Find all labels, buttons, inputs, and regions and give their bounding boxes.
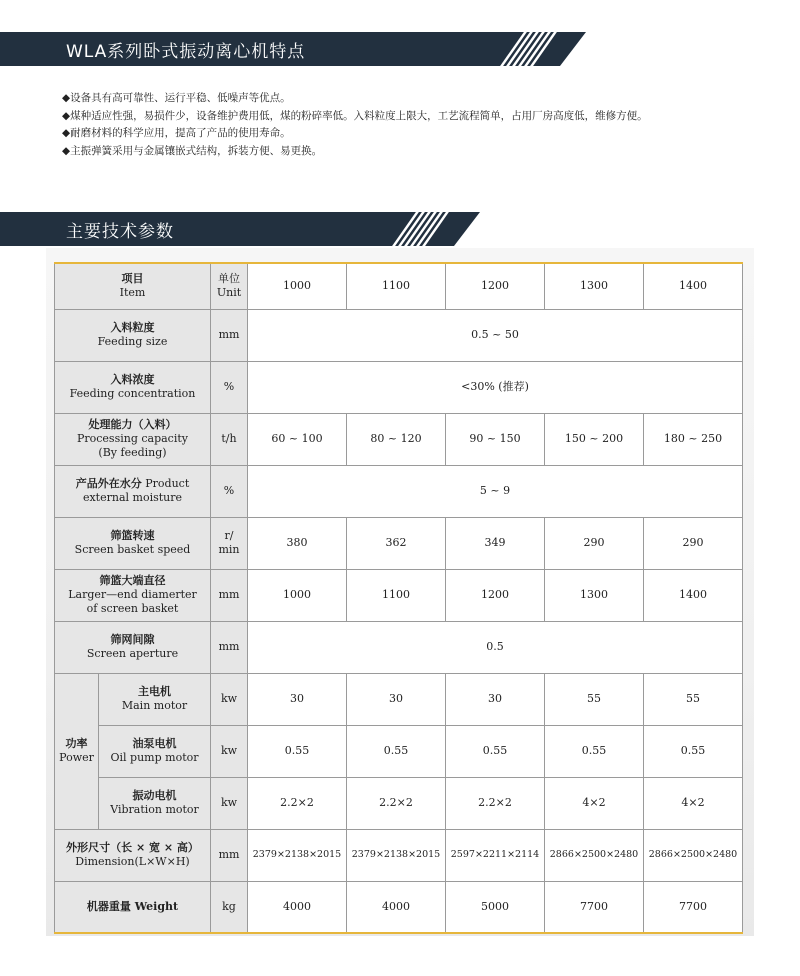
row-value: 2.2×2 (347, 777, 446, 829)
row-value: 0.5 (248, 621, 743, 673)
row-value: 55 (644, 673, 743, 725)
table-row (55, 621, 743, 673)
row-value: 2866×2500×2480 (545, 829, 644, 881)
row-unit: kg (211, 881, 248, 933)
row-value: 4000 (347, 881, 446, 933)
row-value: 80 ~ 120 (347, 413, 446, 465)
table-row (55, 829, 743, 881)
row-value: 2379×2138×2015 (347, 829, 446, 881)
row-value: 1200 (446, 569, 545, 621)
feature-item: ◆耐磨材料的科学应用，提高了产品的使用寿命。 (62, 127, 291, 139)
band-corner-cut (454, 212, 480, 246)
row-value: 55 (545, 673, 644, 725)
row-value: 0.5 ~ 50 (248, 309, 743, 361)
table-row (55, 881, 743, 933)
row-value: 2379×2138×2015 (248, 829, 347, 881)
row-value: 290 (644, 517, 743, 569)
table-row-header (55, 263, 743, 309)
section-title: WLA系列卧式振动离心机特点 (66, 41, 306, 62)
row-label: 机器重量 Weight (55, 881, 211, 933)
table-row (55, 413, 743, 465)
row-value: <30% (推荐) (248, 361, 743, 413)
header-item-cell: 项目 Item (55, 263, 211, 309)
row-label: 油泵电机 Oil pump motor (99, 725, 211, 777)
row-value: 30 (248, 673, 347, 725)
row-value: 380 (248, 517, 347, 569)
power-label: 功率 Power (55, 673, 99, 829)
model-cell: 1300 (545, 263, 644, 309)
band-corner-cut (560, 32, 586, 66)
row-label: 筛篮转速 Screen basket speed (55, 517, 211, 569)
row-value: 2.2×2 (248, 777, 347, 829)
row-value: 2866×2500×2480 (644, 829, 743, 881)
row-value: 0.55 (248, 725, 347, 777)
row-value: 7700 (644, 881, 743, 933)
model-cell: 1100 (347, 263, 446, 309)
stripes-decoration (512, 32, 545, 66)
row-value: 5000 (446, 881, 545, 933)
table-row (55, 517, 743, 569)
row-unit: % (211, 465, 248, 517)
feature-item: ◆煤种适应性强，易损件少，设备维护费用低，煤的粉碎率低。入料粒度上限大，工艺流程简单，占用厂房高度低，维修方便。 (62, 109, 648, 122)
row-value: 60 ~ 100 (248, 413, 347, 465)
row-label: 振动电机 Vibration motor (99, 777, 211, 829)
row-unit: kw (211, 673, 248, 725)
row-value: 1100 (347, 569, 446, 621)
table-row (55, 361, 743, 413)
row-label: 主电机 Main motor (99, 673, 211, 725)
row-value: 30 (347, 673, 446, 725)
section-title: 主要技术参数 (66, 221, 174, 242)
row-label: 处理能力（入料） Processing capacity (By feeding) (55, 413, 211, 465)
model-cell: 1000 (248, 263, 347, 309)
feature-list (62, 90, 742, 160)
row-unit: mm (211, 829, 248, 881)
row-label: 入料浓度 Feeding concentration (55, 361, 211, 413)
row-value: 7700 (545, 881, 644, 933)
row-value: 0.55 (347, 725, 446, 777)
stripes-decoration (404, 212, 437, 246)
row-value: 180 ~ 250 (644, 413, 743, 465)
table-row (55, 309, 743, 361)
row-value: 0.55 (446, 725, 545, 777)
table-row (55, 465, 743, 517)
row-value: 5 ~ 9 (248, 465, 743, 517)
row-unit: % (211, 361, 248, 413)
section-header-specs (0, 212, 480, 246)
section-header-features (0, 32, 586, 66)
row-value: 2.2×2 (446, 777, 545, 829)
row-value: 30 (446, 673, 545, 725)
model-cell: 1200 (446, 263, 545, 309)
row-unit: kw (211, 777, 248, 829)
row-value: 2597×2211×2114 (446, 829, 545, 881)
row-unit: r/ min (211, 517, 248, 569)
row-unit: t/h (211, 413, 248, 465)
spec-table-panel (46, 248, 754, 936)
spec-table (54, 262, 743, 934)
table-row (55, 569, 743, 621)
row-value: 362 (347, 517, 446, 569)
row-value: 150 ~ 200 (545, 413, 644, 465)
row-value: 4×2 (545, 777, 644, 829)
row-label: 入料粒度 Feeding size (55, 309, 211, 361)
row-value: 4000 (248, 881, 347, 933)
row-value: 349 (446, 517, 545, 569)
row-label: 产品外在水分 Product external moisture (55, 465, 211, 517)
row-label: 筛篮大端直径 Larger—end diamerter of screen basket (55, 569, 211, 621)
table-row (55, 673, 743, 725)
table-row (55, 777, 743, 829)
row-value: 290 (545, 517, 644, 569)
row-unit: kw (211, 725, 248, 777)
row-label: 外形尺寸（长 × 宽 × 高） Dimension(L×W×H) (55, 829, 211, 881)
row-value: 1300 (545, 569, 644, 621)
feature-item: ◆主振弹簧采用与金属镶嵌式结构，拆装方便、易更换。 (62, 144, 323, 157)
model-cell: 1400 (644, 263, 743, 309)
row-value: 4×2 (644, 777, 743, 829)
row-unit: mm (211, 309, 248, 361)
header-unit-cell: 单位 Unit (211, 263, 248, 309)
row-value: 1400 (644, 569, 743, 621)
table-row (55, 725, 743, 777)
feature-item: ◆设备具有高可靠性、运行平稳、低噪声等优点。 (62, 92, 291, 104)
row-value: 0.55 (644, 725, 743, 777)
row-value: 90 ~ 150 (446, 413, 545, 465)
row-label: 筛网间隙 Screen aperture (55, 621, 211, 673)
row-value: 1000 (248, 569, 347, 621)
row-unit: mm (211, 569, 248, 621)
row-unit: mm (211, 621, 248, 673)
row-value: 0.55 (545, 725, 644, 777)
